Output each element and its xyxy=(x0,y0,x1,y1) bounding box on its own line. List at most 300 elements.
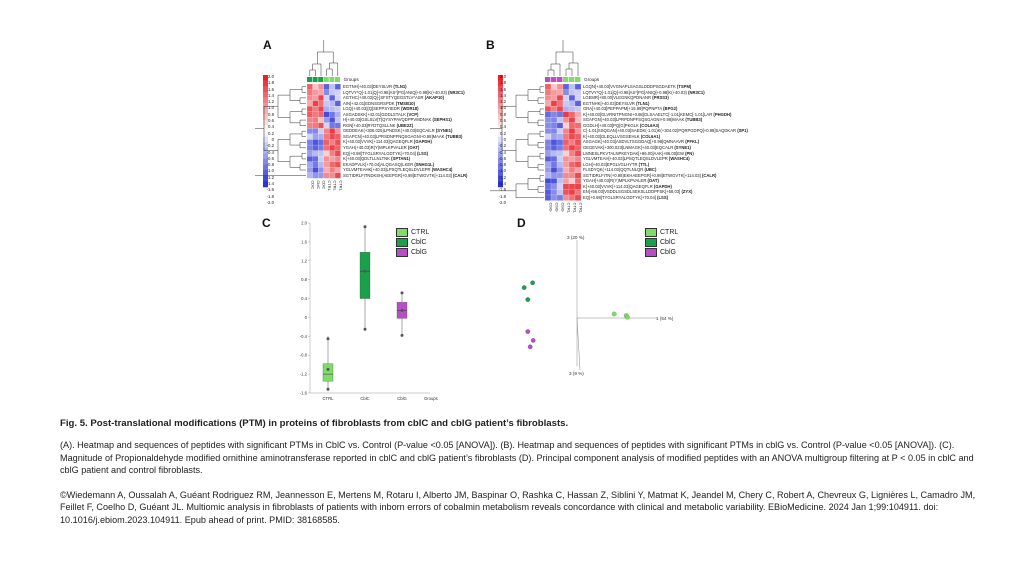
dendrogram-branch xyxy=(300,98,306,104)
heatmap-cell xyxy=(557,189,563,195)
heatmap-cell xyxy=(551,184,557,190)
column-label: CTRL xyxy=(338,180,344,191)
heatmap-cell xyxy=(329,123,335,129)
heatmap-cells xyxy=(545,84,581,201)
heatmap-cell xyxy=(313,95,319,101)
data-point xyxy=(327,368,330,371)
panel-b-letter: B xyxy=(486,38,495,52)
heatmap-cell xyxy=(551,156,557,162)
heatmap-cell xyxy=(335,84,341,90)
heatmap-cell xyxy=(569,134,575,140)
heatmap-cell xyxy=(313,134,319,140)
dendrogram-branch xyxy=(540,109,544,115)
heatmap-cell xyxy=(545,151,551,157)
protein-name: (LSS) xyxy=(657,194,669,200)
protein-name: (SYNE1) xyxy=(674,145,691,151)
heatmap-cell xyxy=(335,140,341,146)
heatmap-cell xyxy=(329,162,335,168)
heatmap-cell xyxy=(545,128,551,134)
heatmap-cell xyxy=(318,140,324,146)
peptide-sequence: AGTHC(+40.03)Q[-]SFSTYQEGSTLV*ASR xyxy=(343,95,425,101)
color-scale-tick: -2.0 xyxy=(266,199,274,205)
peptide-sequence: YGAH(+40.03)R(Y)MPLKPVALER xyxy=(343,145,408,151)
peptide-label xyxy=(583,195,748,201)
x-axis-title: Groups xyxy=(424,396,438,401)
group-bar-cell xyxy=(551,77,556,82)
y-tick-label: -0.4 xyxy=(299,333,307,339)
heatmap-cell xyxy=(307,95,313,101)
heatmap-cell xyxy=(557,95,563,101)
heatmap-cell xyxy=(557,167,563,173)
heatmap-cell xyxy=(335,128,341,134)
peptide-sequence: GGDLH[+40.03]PQ[G]PKGLK xyxy=(583,122,640,128)
heatmap-cell xyxy=(569,128,575,134)
heatmap-cell xyxy=(329,140,335,146)
heatmap-cell xyxy=(313,90,319,96)
protein-name: (TLN1) xyxy=(393,84,407,89)
dendrogram-branch xyxy=(566,69,572,76)
heatmap-cell xyxy=(313,106,319,112)
legend-label: CTRL xyxy=(660,228,679,236)
pca-point-cblc xyxy=(530,281,534,285)
dendrogram-branch xyxy=(548,70,554,76)
color-scale-tick: -1.8 xyxy=(498,193,506,199)
heatmap-cell xyxy=(324,173,330,179)
color-scale-tick: -0.6 xyxy=(266,155,274,161)
peptide-sequence: GEGEVAK[+300.023]LNMAGK[+40.03]EQCALR xyxy=(583,145,675,151)
heatmap-cell xyxy=(329,84,335,90)
heatmap-cell xyxy=(329,90,335,96)
protein-name: (CALR) xyxy=(701,172,717,178)
dendrogram-branch xyxy=(556,52,573,64)
heatmap-cell xyxy=(551,90,557,96)
pca-point-cblc xyxy=(522,285,526,289)
heatmap-cell xyxy=(575,101,581,107)
peptide-sequence: K[+40.03]QDLTLLNLTNK xyxy=(343,156,392,162)
color-scale-tick: -1.4 xyxy=(266,181,274,187)
color-scale-tick: -2.0 xyxy=(498,199,506,205)
group-bar-cell xyxy=(335,77,340,82)
heatmap-cell xyxy=(569,184,575,190)
peptide-sequence: EKADPVLK[+70.04]ALQGASQ(LKER xyxy=(343,161,415,167)
y-tick-label: 2.0 xyxy=(301,220,307,226)
group-bar-cell xyxy=(313,77,318,82)
peptide-sequence: SGTIDRLFITN(+0.98)EKHAEEPGR[+0.98]ETWGVTK[+114.03] xyxy=(583,172,702,178)
heatmap-cell xyxy=(557,140,563,146)
heatmap-cell xyxy=(307,101,313,107)
protein-name: (SYNE1) xyxy=(435,128,453,134)
heatmap-cell xyxy=(318,128,324,134)
protein-name: (PFKL) xyxy=(685,139,699,145)
dendrogram-branch xyxy=(278,95,290,117)
legend-swatch xyxy=(396,248,408,257)
heatmap-cell xyxy=(318,123,324,129)
dendrogram-branch xyxy=(302,109,306,115)
column-label: CblC xyxy=(321,180,327,190)
protein-name: (LSS) xyxy=(417,150,429,156)
heatmap-cell xyxy=(557,162,563,168)
peptide-sequence: LQTVY*Q[-1.01]Q[+0.98]AS*[PG]ANIQ[+0.98]K(+40.03) xyxy=(343,89,449,95)
color-scale-tick: -1.8 xyxy=(266,193,274,199)
box xyxy=(323,364,333,381)
peptide-sequence: K[+40.03]VVVK[+114.03]QAGEQFLR xyxy=(343,139,414,145)
peptide-sequence: EQ[+0.98]TYGLSRYALGDTYK[+70.04] xyxy=(583,194,658,200)
heatmap-cell xyxy=(575,184,581,190)
heatmap-cell xyxy=(545,173,551,179)
heatmap-cell xyxy=(324,145,330,151)
heatmap-cell xyxy=(563,84,569,90)
dendrogram-branch xyxy=(540,131,544,137)
peptide-sequence: K[+40.03]GLEQLLVSGSEHLK xyxy=(583,133,641,139)
heatmap-cell xyxy=(551,151,557,157)
protein-name: (BPG2) xyxy=(663,106,678,112)
legend-swatch xyxy=(645,238,657,247)
heatmap-cell xyxy=(557,128,563,134)
heatmap-cell xyxy=(557,117,563,123)
protein-name: (PHGDH) xyxy=(713,111,732,117)
heatmap-cell xyxy=(318,101,324,107)
protein-name: (TSPM) xyxy=(676,84,692,89)
heatmap-cell xyxy=(318,167,324,173)
color-scale-tick: -1.2 xyxy=(266,174,274,180)
legend-label: CTRL xyxy=(411,228,430,236)
protein-name: (TLN1) xyxy=(636,100,650,106)
legend-label: CblG xyxy=(411,248,427,256)
dendrogram-branch xyxy=(310,70,316,76)
heatmap-cell xyxy=(324,106,330,112)
dendrogram-branch xyxy=(538,120,544,126)
heatmap-cell xyxy=(569,90,575,96)
heatmap-cell xyxy=(563,162,569,168)
dendrogram-branch xyxy=(540,176,544,182)
data-point xyxy=(401,334,404,337)
peptide-sequence: YGAH[+40.03]R(Y)MPLKPVALER xyxy=(583,178,648,184)
heatmap-cell xyxy=(313,84,319,90)
peptide-sequence: LGQ(+40.03)[Q]SEPPSYIEDR xyxy=(343,106,402,112)
protein-name: (ZYX) xyxy=(681,189,693,195)
heatmap-cell xyxy=(563,178,569,184)
peptide-sequence: SGAPCN[+40.03]LPRSDNPFNQSGAGNI+0.98]MAAK xyxy=(343,133,446,139)
peptide-sequence: K[+40.03]VVVK[+114.03]QAGEQFLR xyxy=(583,183,654,189)
heatmap-cell xyxy=(307,145,313,151)
heatmap-cell xyxy=(324,117,330,123)
protein-name: (WASHC4) xyxy=(431,167,453,173)
heatmap-cell xyxy=(557,151,563,157)
pc-axis-label-bottom: 3 (9 %) xyxy=(569,371,584,376)
column-labels xyxy=(549,203,584,214)
heatmap-cell xyxy=(545,178,551,184)
color-scale-tick: 0.4 xyxy=(500,124,506,130)
heatmap-cell xyxy=(545,123,551,129)
panel-b-peptide-labels xyxy=(583,84,748,200)
color-scale-tick: 1.2 xyxy=(268,99,274,105)
panel-d-legend xyxy=(645,227,678,257)
heatmap-cell xyxy=(307,173,313,179)
heatmap-cell xyxy=(307,134,313,140)
heatmap-cell xyxy=(563,128,569,134)
heatmap-cell xyxy=(307,151,313,157)
heatmap-cell xyxy=(557,134,563,140)
x-tick-label: CblC xyxy=(360,396,370,401)
protein-name: (SEPHS1) xyxy=(432,117,452,123)
protein-name: (VCP) xyxy=(407,111,419,117)
heatmap-cell xyxy=(307,128,313,134)
groups-label: Groups xyxy=(584,77,600,82)
heatmap-cell xyxy=(569,189,575,195)
group-bar-cell xyxy=(575,77,580,82)
heatmap-cell xyxy=(313,128,319,134)
heatmap-cell xyxy=(324,101,330,107)
color-scale-tick: -0.8 xyxy=(266,162,274,168)
pca-point-cblg xyxy=(528,345,532,349)
heatmap-cell xyxy=(545,195,551,201)
heatmap-cell xyxy=(575,134,581,140)
peptide-sequence: H[+40.03]GSLSLV[T]QYSYPAVQDPPVMDNAK xyxy=(343,117,433,123)
y-tick-label: -1.2 xyxy=(299,371,307,377)
heatmap-cell xyxy=(575,90,581,96)
color-scale-tick: -1.6 xyxy=(266,187,274,193)
heatmap-cells xyxy=(307,84,341,178)
heatmap-cell xyxy=(569,117,575,123)
protein-name: (COL6A1) xyxy=(640,133,661,139)
protein-name: (TUBB3) xyxy=(685,117,703,123)
heatmap-cell xyxy=(318,134,324,140)
color-scale-tick: 1.4 xyxy=(500,92,506,98)
protein-name: (SP1) xyxy=(737,128,748,134)
data-point xyxy=(327,388,330,391)
heatmap-cell xyxy=(545,117,551,123)
peptide-sequence: SGTIDRLFITNDKSH(AEEPGR[+0.98]ETWGVTK[+114.03] xyxy=(343,172,453,178)
heatmap-cell xyxy=(318,106,324,112)
color-scale-tick: 0.2 xyxy=(268,130,274,136)
protein-name: (COL6A3) xyxy=(639,122,660,128)
peptide-sequence: LGEMR[+80.00]VLEGNKQPDNANR xyxy=(583,95,653,101)
column-label: CTRL xyxy=(327,180,333,191)
heatmap-cell xyxy=(313,162,319,168)
heatmap-cell xyxy=(335,156,341,162)
column-label: CblG xyxy=(560,202,566,212)
color-scale-tick: 0.2 xyxy=(500,130,506,136)
y-tick-label: 0 xyxy=(304,314,307,320)
dendrogram-branch xyxy=(538,142,544,148)
heatmap-cell xyxy=(551,173,557,179)
color-scale-tick: -1.4 xyxy=(498,181,506,187)
color-scale-tick: -1.0 xyxy=(498,168,506,174)
color-scale-tick: 2.0 xyxy=(500,74,506,79)
heatmap-cell xyxy=(563,189,569,195)
heatmap-cell xyxy=(307,106,313,112)
dendrogram-branch xyxy=(516,184,544,198)
heatmap-cell xyxy=(307,117,313,123)
column-label: CTRL xyxy=(332,180,338,191)
heatmap-cell xyxy=(545,145,551,151)
heatmap-cell xyxy=(551,112,557,118)
heatmap-cell xyxy=(563,101,569,107)
heatmap-cell xyxy=(557,101,563,107)
heatmap-cell xyxy=(545,162,551,168)
peptide-sequence: RGN[+40.03]RYDTQSLLNK xyxy=(343,122,397,128)
heatmap-cell xyxy=(307,112,313,118)
heatmap-cell xyxy=(324,140,330,146)
protein-name: (NR3C1) xyxy=(688,89,705,95)
heatmap-cell xyxy=(545,184,551,190)
heatmap-cell xyxy=(313,140,319,146)
legend-label: CblG xyxy=(660,248,676,256)
heatmap-cell xyxy=(551,134,557,140)
caption-citation: ©Wiedemann A, Oussalah A, Guéant Rodriguez RM, Jeannesson E, Mertens M, Rotaru I, Alberto JM, Baspinar O, Rashka C, Hassan Z, Siblini Y, Matmat K, Jeandel M, Chery C, Robert A, Chevreux G, Lignières L, Camadro JM, Feillet F, Coelho D, Guéant JL. Multiomic analysis in fibroblasts of patients with inborn errors of cobalmin metabolism reveals concordance with clinical and metabolic variability. EBioMedicine. 2024 Jan 1;99:104911. doi: 10.1016/j.ebiom.2023.104911. Epub ahead of print. PMID: 38168585. xyxy=(60,489,976,525)
column-labels xyxy=(310,180,343,191)
legend-swatch xyxy=(396,228,408,237)
panel-a-color-scale-labels xyxy=(262,74,274,206)
color-scale-tick: 1.8 xyxy=(500,80,506,86)
color-scale-tick: -0.2 xyxy=(498,143,506,149)
pca-point-cblg xyxy=(526,329,530,333)
color-scale-tick: 1.2 xyxy=(500,99,506,105)
column-dendrogram xyxy=(548,40,578,76)
protein-name: (TUBB3) xyxy=(445,133,463,139)
panel-b-color-scale-labels xyxy=(494,74,506,206)
heatmap-cell xyxy=(563,134,569,140)
heatmap-cell xyxy=(563,195,569,201)
data-point xyxy=(364,270,367,273)
heatmap-cell xyxy=(557,112,563,118)
peptide-sequence: LGH[+40.03]EPGLVGLHYTR xyxy=(583,161,639,167)
panel-c-legend xyxy=(396,227,429,257)
protein-name: (NR3C1) xyxy=(448,89,465,95)
dendrogram-branch xyxy=(300,142,306,148)
color-scale-tick: -1.0 xyxy=(266,168,274,174)
legend-item-cblg xyxy=(645,247,678,257)
heatmap-cell xyxy=(545,134,551,140)
group-bar-cell xyxy=(307,77,312,82)
legend-item-cblg xyxy=(396,247,429,257)
heatmap-cell xyxy=(563,140,569,146)
heatmap-cell xyxy=(569,151,575,157)
heatmap-cell xyxy=(313,167,319,173)
heatmap-cell xyxy=(335,145,341,151)
peptide-sequence: FLSDYQK(+114.03)QQTLNLQR xyxy=(583,167,645,173)
dendrogram-branch xyxy=(278,140,290,162)
dendrogram-branch xyxy=(540,153,544,159)
heatmap-cell xyxy=(551,145,557,151)
column-label: CTRL xyxy=(566,202,572,214)
color-scale-tick: 1.6 xyxy=(268,86,274,92)
peptide-sequence: AIN[+42.01]EDNSGRSPDK xyxy=(343,100,396,106)
heatmap-cell xyxy=(329,134,335,140)
protein-name: (OAT) xyxy=(407,145,420,151)
heatmap-cell xyxy=(563,145,569,151)
color-scale-tick: 2.0 xyxy=(268,74,274,79)
heatmap-cell xyxy=(329,151,335,157)
heatmap-cell xyxy=(318,151,324,157)
heatmap-cell xyxy=(324,95,330,101)
heatmap-cell xyxy=(545,84,551,90)
heatmap-cell xyxy=(324,90,330,96)
dendrogram-branch xyxy=(302,153,306,159)
heatmap-cell xyxy=(329,117,335,123)
heatmap-cell xyxy=(335,134,341,140)
heatmap-cell xyxy=(329,173,335,179)
group-bar-cell xyxy=(569,77,574,82)
color-scale-tick: 0 xyxy=(503,136,506,142)
peptide-sequence: EN[+56.03]VSDDLSGSDLSEKSLLDDPFSK[+58.03] xyxy=(583,189,682,195)
x-tick-label: CblG xyxy=(397,396,407,401)
heatmap-cell xyxy=(545,101,551,107)
heatmap-cell xyxy=(318,156,324,162)
heatmap-cell xyxy=(335,123,341,129)
color-scale-tick: -1.2 xyxy=(498,174,506,180)
peptide-sequence: K[+40.03]GLVRNITPNGNI+0.98]GLSAAELTC[-1.01]KEMC[-1.01]LAR xyxy=(583,111,714,117)
heatmap-cell xyxy=(318,90,324,96)
protein-name: (OAT) xyxy=(647,178,659,184)
heatmap-cell xyxy=(545,189,551,195)
heatmap-cell xyxy=(575,189,581,195)
heatmap-cell xyxy=(324,134,330,140)
color-scale-tick: 1.4 xyxy=(268,92,274,98)
peptide-sequence: LGQN[+40.03]VVGNAPLSAGSLDDDPSGDAETK xyxy=(583,84,677,89)
y-tick-label: -1.6 xyxy=(299,390,307,396)
y-tick-label: 0.4 xyxy=(301,296,307,302)
heatmap-cell xyxy=(307,90,313,96)
heatmap-cell xyxy=(563,123,569,129)
dendrogram-branch xyxy=(300,164,306,170)
dendrogram-branch xyxy=(538,187,544,193)
panel-a-letter: A xyxy=(263,38,272,52)
x-tick-label: CTRL xyxy=(322,396,334,401)
peptide-sequence: C[-1.01]SSQGAN[+40.03]SAEDK(-1.01)K(+304.02)PQRPGDPQ[+0.98]SAQDKAR xyxy=(583,128,738,134)
column-label: CTRL xyxy=(572,202,578,214)
color-scale-tick: 0.6 xyxy=(500,118,506,124)
box xyxy=(360,252,370,298)
heatmap-cell xyxy=(318,95,324,101)
heatmap-cell xyxy=(324,162,330,168)
heatmap-cell xyxy=(551,162,557,168)
heatmap-cell xyxy=(575,145,581,151)
heatmap-cell xyxy=(324,112,330,118)
color-scale-tick: 0 xyxy=(271,136,274,142)
peptide-label xyxy=(343,173,467,179)
dendrogram-branch xyxy=(329,63,337,76)
column-label: CblC xyxy=(310,180,316,190)
box-cblg xyxy=(397,291,407,337)
pc-axis-label-right: 1 (54 %) xyxy=(656,316,674,321)
heatmap-cell xyxy=(551,123,557,129)
heatmap-cell xyxy=(545,90,551,96)
dendrogram-branch xyxy=(538,164,544,170)
heatmap-cell xyxy=(335,95,341,101)
protein-name: (GAPDH) xyxy=(413,139,432,145)
heatmap-cell xyxy=(545,167,551,173)
legend-item-cblc xyxy=(645,237,678,247)
data-point xyxy=(364,225,367,228)
heatmap-cell xyxy=(313,123,319,129)
group-bar-cell xyxy=(329,77,334,82)
column-label: CblG xyxy=(548,202,554,212)
heatmap-cell xyxy=(569,123,575,129)
peptide-sequence: ASGAGK[+40.03]ASDVLTSGGDAQ[+0.98]QMNAAVR xyxy=(583,139,686,145)
heatmap-cell xyxy=(307,123,313,129)
heatmap-cell xyxy=(551,195,557,201)
heatmap-cell xyxy=(318,173,324,179)
column-label: CTRL xyxy=(578,202,584,214)
protein-name: (UBE2Z) xyxy=(396,122,414,128)
peptide-sequence: GRA[+40.03]PEPPAPM[+15.99]PQPNPTA xyxy=(583,106,664,112)
heatmap-cell xyxy=(569,156,575,162)
legend-item-ctrl xyxy=(396,227,429,237)
heatmap-cell xyxy=(551,84,557,90)
heatmap-cell xyxy=(575,173,581,179)
heatmap-cell xyxy=(551,106,557,112)
